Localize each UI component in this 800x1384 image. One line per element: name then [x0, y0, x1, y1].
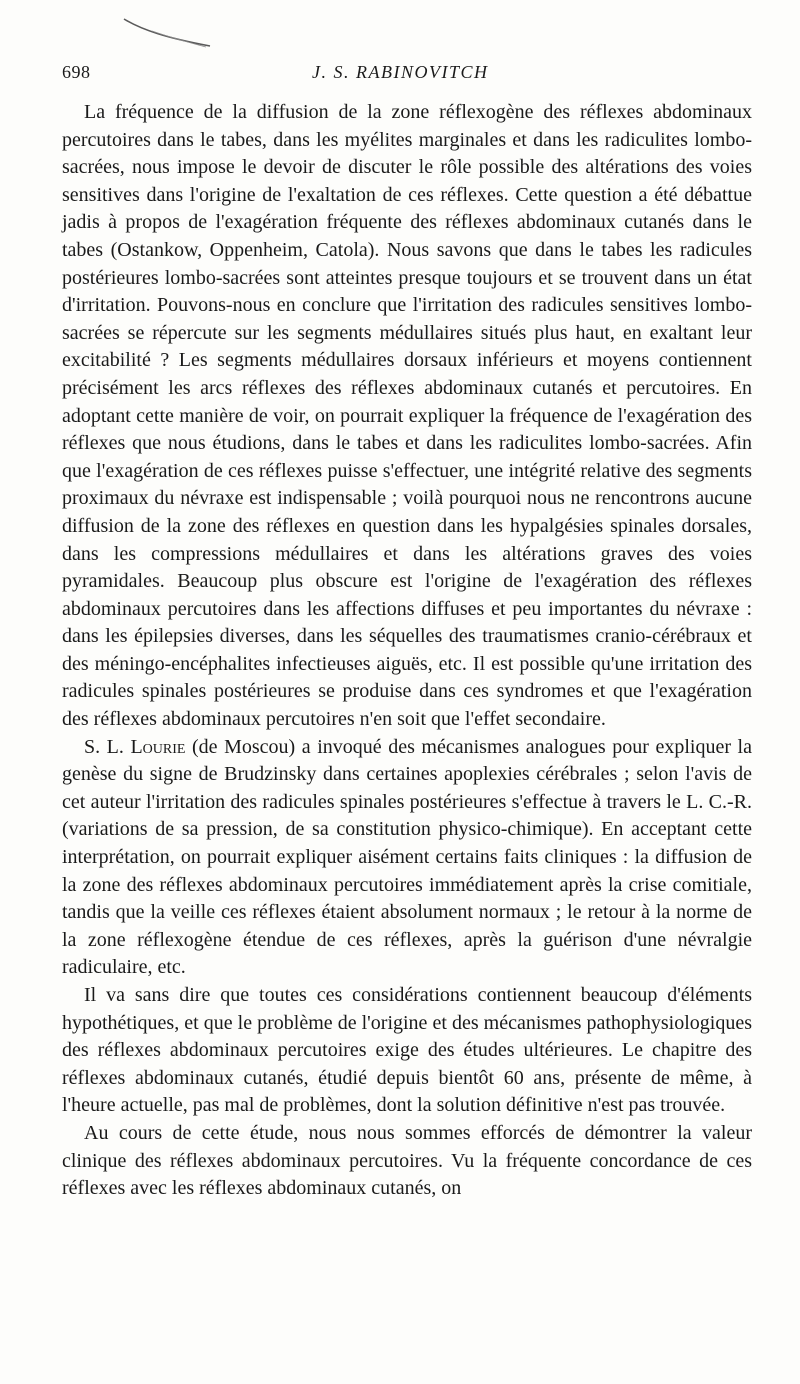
pencil-mark	[122, 16, 214, 50]
page-header	[62, 62, 752, 90]
article-body	[62, 99, 752, 1203]
paragraph-3: Il va sans dire que toutes ces considérations contiennent beaucoup d'éléments hypothétiques, et que le problème de l'origine et des mécanismes pathophysiologiques des réflexes abdominaux percutoires exige des études ultérieures. Le chapitre des réflexes abdominaux cutanés, étudié depuis bientôt 60 ans, présente de même, à l'heure actuelle, pas mal de problèmes, dont la solution définitive n'est pas trouvée.	[62, 984, 752, 1117]
page-number: 698	[62, 62, 91, 82]
author-name: S. L. Lourie	[84, 735, 186, 758]
paragraph-2-text: (de Moscou) a invoqué des mécanismes analogues pour expliquer la genèse du signe de Brudzinsky dans certaines apoplexies cérébrales ; selon l'avis de cet auteur l'irritation des radicules spinales postérieures s'effectue à travers le L. C.-R. (variations de sa pression, de sa constitution physico-chimique). En acceptant cette interprétation, on pourrait expliquer aisément certains faits cliniques : la diffusion de la zone des réflexes abdominaux percutoires immédiatement après la crise comitiale, tandis que la veille ces réflexes étaient absolument normaux ; le retour à la norme de la zone réflexogène étendue de ces réflexes, après la guérison d'une névralgie radiculaire, etc.	[62, 735, 752, 979]
paragraph-4: Au cours de cette étude, nous nous sommes efforcés de démontrer la valeur clinique des réflexes abdominaux percutoires. Vu la fréquente concordance de ces réflexes avec les réflexes abdominaux cutanés, on	[62, 1121, 752, 1200]
paragraph-1: La fréquence de la diffusion de la zone réflexogène des réflexes abdominaux percutoires dans le tabes, dans les myélites marginales et dans les radiculites lombo-sacrées, nous impose le devoir de discuter le rôle possible des altérations des voies sensitives dans l'origine de l'exaltation de ces réflexes. Cette question a été débattue jadis à propos de l'exagération fréquente des réflexes abdominaux cutanés dans le tabes (Ostankow, Oppenheim, Catola). Nous savons que dans le tabes les radicules postérieures lombo-sacrées sont atteintes presque toujours et se trouvent dans un état d'irritation. Pouvons-nous en conclure que l'irritation des radicules sensitives lombo-sacrées se répercute sur les segments médullaires situés plus haut, en exaltant leur excitabilité ? Les segments médullaires dorsaux inférieurs et moyens contiennent précisément les arcs réflexes des réflexes abdominaux cutanés et percutoires. En adoptant cette manière de voir, on pourrait expliquer la fréquence de l'exagération des réflexes que nous étudions, dans le tabes et dans les radiculites lombo-sacrées. Afin que l'exagération de ces réflexes puisse s'effectuer, une intégrité relative des segments proximaux du névraxe est indispensable ; voilà pourquoi nous ne rencontrons aucune diffusion de la zone des réflexes en question dans les hypalgésies spinales dorsales, dans les compressions médullaires et dans les altérations graves des voies pyramidales. Beaucoup plus obscure est l'origine de l'exagération des réflexes abdominaux percutoires dans les affections diffuses et peu importantes du névraxe : dans les épilepsies diverses, dans les séquelles des traumatismes cranio-cérébraux et des méningo-encéphalites infectieuses aiguës, etc. Il est possible qu'une irritation des radicules spinales postérieures se produise dans ces syndromes et que l'exagération des réflexes abdominaux percutoires n'en soit que l'effet secondaire.	[62, 101, 752, 731]
paragraph-2	[62, 734, 752, 982]
running-title: J. S. RABINOVITCH	[312, 62, 489, 82]
